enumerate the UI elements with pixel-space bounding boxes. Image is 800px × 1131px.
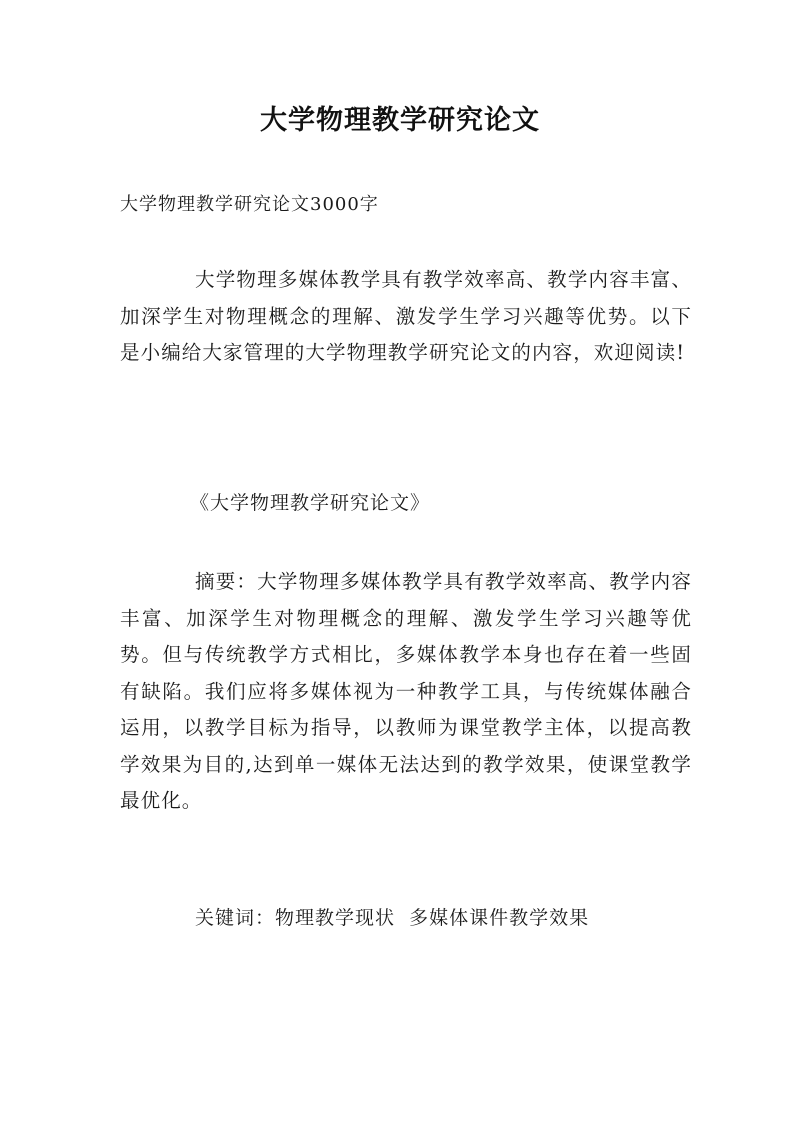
- keywords-line: 关键词：物理教学现状 多媒体课件教学效果: [195, 907, 590, 929]
- intro-paragraph: 大学物理多媒体教学具有教学效率高、教学内容丰富、加深学生对物理概念的理解、激发学生学习兴趣等优势。以下是小编给大家管理的大学物理教学研究论文的内容，欢迎阅读!: [120, 268, 692, 364]
- abstract-paragraph: 摘要：大学物理多媒体教学具有教学效率高、教学内容丰富、加深学生对物理概念的理解、激发学生学习兴趣等优势。但与传统教学方式相比，多媒体教学本身也存在着一些固有缺陷。我们应将多媒体视为一种教学工具，与传统媒体融合运用，以教学目标为指导，以教师为课堂教学主体，以提高教学效果为目的,达到单一媒体无法达到的教学效果，使课堂教学最优化。: [120, 570, 692, 812]
- document-subtitle: 大学物理教学研究论文3000字: [120, 194, 379, 215]
- document-title: 大学物理教学研究论文: [260, 105, 540, 136]
- book-title-line: 《大学物理教学研究论文》: [190, 492, 431, 514]
